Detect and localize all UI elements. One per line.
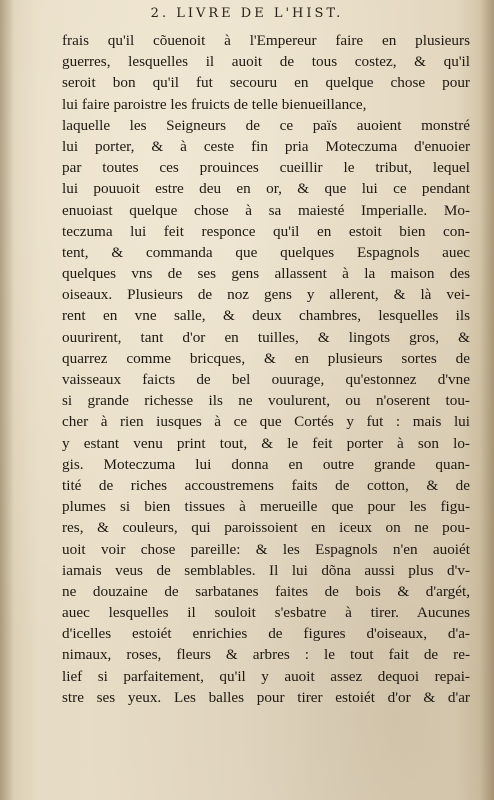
text-line: gis. Moteczuma lui donna en outre grande quan- [62,455,470,473]
text-line: d'icelles estoiét enrichies de figures d'oiseaux, d'a- [62,625,470,643]
running-title: LIVRE DE L'HIST. [176,6,344,21]
text-line: tité de riches accoustremens faits de cotton, & de [62,476,470,494]
text-line: laquelle les Seigneurs de ce païs auoient monstré [62,116,470,134]
text-line: lui faire paroistre les fruicts de telle bienueillance, [62,95,367,113]
text-line: lief si parfaitement, qu'il y auoit assez dequoi repai- [62,667,470,685]
text-line: tent, & commanda que quelques Espagnols auec [62,243,470,261]
text-line: oiseaux. Plusieurs de noz gens y allerent, & là vei- [62,286,470,304]
folio-number: 2. [150,6,170,21]
text-line: teczuma lui feit responce qu'il en estoit bien con- [62,222,470,240]
text-line: ouurirent, tant d'or en tuilles, & lingots gros, & [62,328,470,346]
page-left-edge-shadow [0,0,14,800]
text-line: vaisseaux faicts de bel ouurage, qu'estonnez d'vne [62,371,470,388]
text-line: stre ses yeux. Les balles pour tirer estoiét d'or & d'ar [62,688,470,706]
page-right-edge-shadow [480,0,494,800]
text-line: iamais veus de semblables. Il lui dõna aussi plus d'v- [62,561,470,579]
running-header [0,6,494,21]
text-line: res, & couleurs, qui paroissoient en iceux on ne pou- [62,519,470,537]
text-line: rent en vne salle, & deux chambres, lesquelles ils [62,307,470,325]
text-line: guerres, lesquelles il auoit de tous costez, & qu'il [62,53,470,71]
text-line: nimaux, roses, fleurs & arbres : le tout fait de re- [62,646,470,664]
text-line: quarrez comme bricques, & en plusieurs sortes de [62,349,470,367]
text-line: frais qu'il cõuenoit à l'Empereur faire en plusieurs [62,32,470,49]
body-text [62,30,470,708]
text-line: si grande richesse ils ne voulurent, ou n'oserent tou- [62,392,470,410]
text-line: enuoiast quelque chose à sa maiesté Imperialle. Mo- [62,201,470,219]
text-line: seroit bon qu'il fut secouru en quelque chose pour [62,74,470,92]
text-line: par toutes ces prouinces cueillir le tribut, lequel [62,159,470,177]
text-line: ne douzaine de sarbatanes faites de bois & d'argét, [62,582,470,600]
text-line: uoit voir chose pareille: & les Espagnols n'en auoiét [62,540,470,558]
text-line: lui porter, & à ceste fin pria Moteczuma d'enuoier [62,137,470,155]
text-line: lui pouuoit estre deu en or, & que lui ce pendant [62,180,470,198]
text-line: y estant venu print tout, & le feit porter à son lo- [62,434,470,452]
text-line: cher à rien iusques à ce que Cortés y fut : mais lui [62,413,470,431]
text-line: quelques vns de ses gens allassent à la maison des [62,265,470,283]
text-line: plumes si bien tissues à merueille que pour les figu- [62,498,470,516]
text-line: auec lesquelles il souloit s'esbatre à tirer. Aucunes [62,604,470,622]
